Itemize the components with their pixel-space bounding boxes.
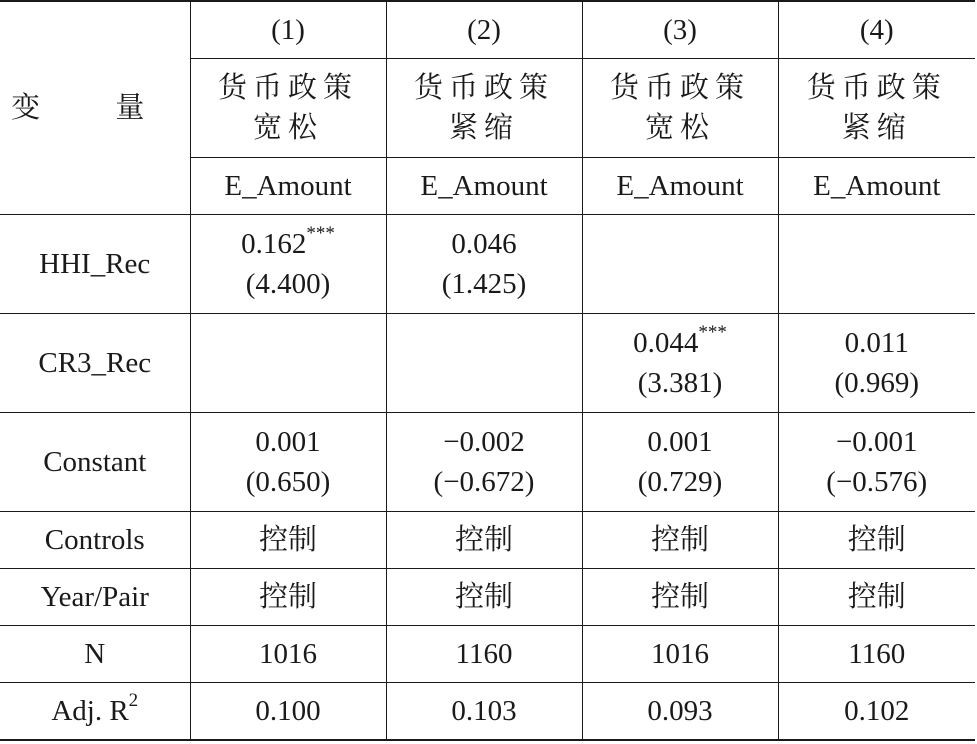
control-indicator: 控制 [778, 569, 975, 626]
coef-cell [778, 413, 975, 512]
control-indicator: 控制 [190, 512, 386, 569]
row-label: HHI_Rec [0, 215, 190, 314]
coef-cell [386, 413, 582, 512]
header-row-numbers [0, 1, 975, 59]
coefficient: −0.002 [443, 426, 525, 458]
coef-cell [778, 314, 975, 413]
empty-cell [582, 215, 778, 314]
observation-count: 1160 [778, 626, 975, 683]
row-controls [0, 512, 975, 569]
column-number: (3) [582, 1, 778, 59]
adj-r2-value: 0.093 [582, 683, 778, 741]
coef-cell [190, 215, 386, 314]
row-constant [0, 413, 975, 512]
row-n [0, 626, 975, 683]
variable-header: 变 量 [11, 92, 179, 124]
coefficient: 0.001 [647, 426, 713, 458]
observation-count: 1160 [386, 626, 582, 683]
observation-count: 1016 [582, 626, 778, 683]
significance-stars: *** [306, 223, 335, 244]
dependent-variable: E_Amount [778, 158, 975, 215]
adj-r2-value: 0.100 [190, 683, 386, 741]
t-statistic: (0.650) [245, 466, 331, 498]
policy-cell [190, 59, 386, 158]
dependent-variable: E_Amount [190, 158, 386, 215]
control-indicator: 控制 [190, 569, 386, 626]
policy-cell [386, 59, 582, 158]
coef-cell [386, 215, 582, 314]
adj-r2-value: 0.102 [778, 683, 975, 741]
policy-label: 货币政策紧缩 [806, 72, 947, 144]
row-label: Year/Pair [0, 569, 190, 626]
row-label: Adj. R [51, 695, 129, 727]
empty-cell [386, 314, 582, 413]
column-number: (1) [190, 1, 386, 59]
policy-label: 货币政策宽松 [218, 72, 359, 144]
coef-cell [190, 413, 386, 512]
t-statistic: (1.425) [441, 268, 527, 300]
column-number: (4) [778, 1, 975, 59]
t-statistic: (4.400) [245, 268, 331, 300]
dependent-variable: E_Amount [386, 158, 582, 215]
adj-r2-value: 0.103 [386, 683, 582, 741]
row-adj-r2 [0, 683, 975, 741]
coefficient: 0.044 [633, 327, 699, 359]
t-statistic: (0.729) [637, 466, 723, 498]
coefficient: 0.001 [255, 426, 321, 458]
superscript: 2 [128, 690, 139, 711]
policy-cell [582, 59, 778, 158]
control-indicator: 控制 [386, 569, 582, 626]
coefficient: 0.046 [451, 228, 517, 260]
dependent-variable: E_Amount [582, 158, 778, 215]
coef-cell [582, 413, 778, 512]
policy-label: 货币政策紧缩 [414, 72, 555, 144]
control-indicator: 控制 [386, 512, 582, 569]
control-indicator: 控制 [582, 512, 778, 569]
t-statistic: (3.381) [637, 367, 723, 399]
coefficient: −0.001 [835, 426, 918, 458]
control-indicator: 控制 [778, 512, 975, 569]
variable-header-cell [0, 1, 190, 215]
column-number: (2) [386, 1, 582, 59]
t-statistic: (0.969) [834, 367, 920, 399]
row-label: Constant [0, 413, 190, 512]
row-label: Controls [0, 512, 190, 569]
control-indicator: 控制 [582, 569, 778, 626]
significance-stars: *** [698, 322, 727, 343]
row-year-pair [0, 569, 975, 626]
coefficient: 0.011 [844, 327, 909, 359]
policy-cell [778, 59, 975, 158]
observation-count: 1016 [190, 626, 386, 683]
empty-cell [190, 314, 386, 413]
t-statistic: (−0.672) [433, 466, 535, 498]
row-hhi-rec [0, 215, 975, 314]
coefficient: 0.162 [241, 228, 307, 260]
row-label: N [0, 626, 190, 683]
row-label-cell [0, 683, 190, 741]
coef-cell [582, 314, 778, 413]
row-cr3-rec [0, 314, 975, 413]
policy-label: 货币政策宽松 [610, 72, 751, 144]
empty-cell [778, 215, 975, 314]
t-statistic: (−0.576) [826, 466, 928, 498]
row-label: CR3_Rec [0, 314, 190, 413]
